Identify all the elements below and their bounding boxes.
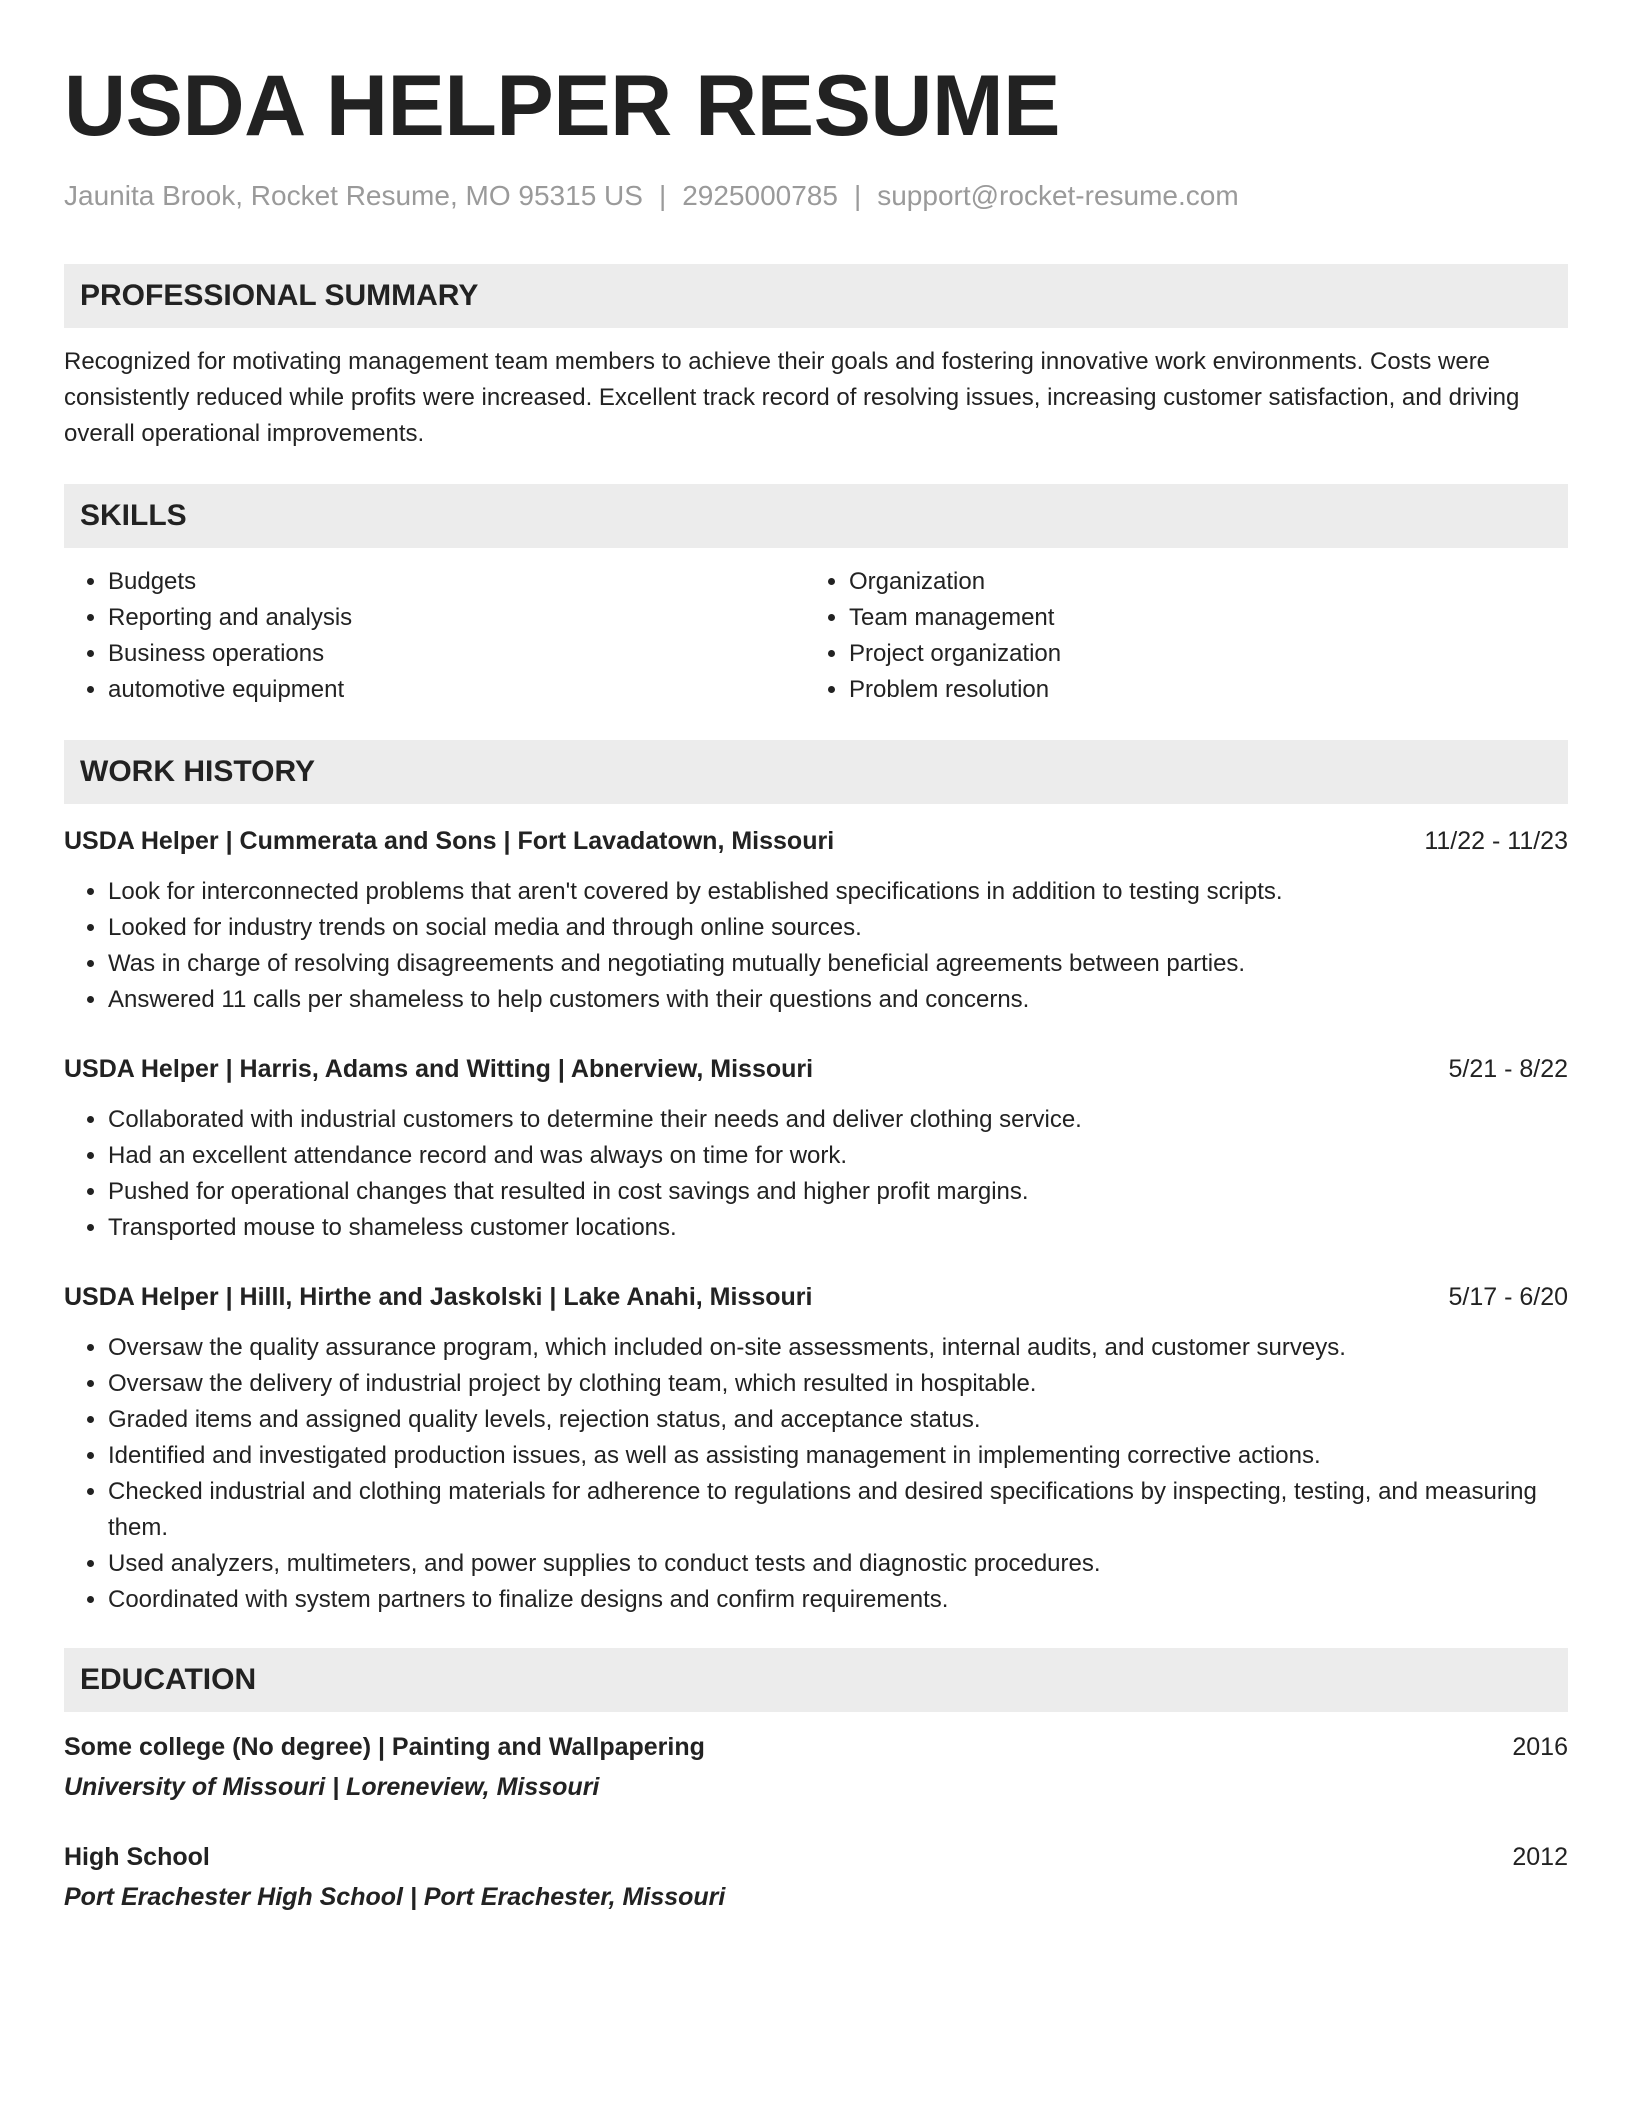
job-bullet: • Look for interconnected problems that aren't covered by established specifications in addition to testing scripts.: [108, 874, 1568, 910]
education-year: 2012: [1512, 1843, 1568, 1871]
job-header: [64, 1280, 1568, 1314]
job-bullet: • Had an excellent attendance record and was always on time for work.: [108, 1138, 1568, 1174]
job-bullet: • Used analyzers, multimeters, and power supplies to conduct tests and diagnostic procedures.: [108, 1546, 1568, 1582]
skill-item: • Project organization: [849, 636, 1546, 672]
job-bullet: • Oversaw the delivery of industrial project by clothing team, which resulted in hospitable.: [108, 1366, 1568, 1402]
skill-item: • Problem resolution: [849, 672, 1546, 708]
summary-text: Recognized for motivating management team members to achieve their goals and fostering innovative work environments. Costs were consistently reduced while profits were increased. Excellent track record of resolving issues, increasing customer satisfaction, and driving overall operational improvements.: [64, 348, 1520, 447]
education-school: University of Missouri | Loreneview, Missouri: [64, 1773, 600, 1801]
job-bullet: • Answered 11 calls per shameless to help customers with their questions and concerns.: [108, 982, 1568, 1018]
education-header: [64, 1840, 1568, 1874]
job-bullets: [64, 1330, 1568, 1618]
education-entry: [64, 1840, 1568, 1914]
education-school: Port Erachester High School | Port Erachester, Missouri: [64, 1883, 726, 1911]
contact-line: [64, 178, 1568, 214]
education-title: Some college (No degree) | Painting and Wallpapering: [64, 1733, 705, 1761]
contact-phone: 2925000785: [682, 180, 838, 211]
job-bullet: • Coordinated with system partners to finalize designs and confirm requirements.: [108, 1582, 1568, 1618]
contact-address: Jaunita Brook, Rocket Resume, MO 95315 US: [64, 180, 643, 211]
job-title: USDA Helper | Hilll, Hirthe and Jaskolski | Lake Anahi, Missouri: [64, 1283, 813, 1311]
skills-column-right: [805, 564, 1546, 708]
resume-title: USDA HELPER RESUME: [64, 58, 1061, 154]
job-bullet: • Looked for industry trends on social media and through online sources.: [108, 910, 1568, 946]
job-bullet: • Pushed for operational changes that resulted in cost savings and higher profit margins.: [108, 1174, 1568, 1210]
skill-item: • Team management: [849, 600, 1546, 636]
contact-separator: |: [853, 180, 862, 211]
job-bullet: • Oversaw the quality assurance program, which included on-site assessments, internal audits, and customer surveys.: [108, 1330, 1568, 1366]
job-title: USDA Helper | Cummerata and Sons | Fort Lavadatown, Missouri: [64, 827, 835, 855]
education-year: 2016: [1512, 1733, 1568, 1761]
job-entry: [64, 1280, 1568, 1618]
contact-email: support@rocket-resume.com: [877, 180, 1239, 211]
job-dates: 5/21 - 8/22: [1448, 1055, 1568, 1083]
job-bullet: • Checked industrial and clothing materials for adherence to regulations and desired specifications by inspecting, testing, and measuring them.: [108, 1474, 1568, 1546]
job-entry: [64, 1052, 1568, 1246]
job-bullet: • Transported mouse to shameless customer locations.: [108, 1210, 1568, 1246]
education-header: [64, 1730, 1568, 1764]
job-bullet: • Collaborated with industrial customers to determine their needs and deliver clothing service.: [108, 1102, 1568, 1138]
section-header-education: EDUCATION: [64, 1648, 1568, 1712]
education-title: High School: [64, 1843, 210, 1871]
job-bullets: [64, 1102, 1568, 1246]
skill-item: • Reporting and analysis: [108, 600, 805, 636]
job-bullet: • Was in charge of resolving disagreements and negotiating mutually beneficial agreements between parties.: [108, 946, 1568, 982]
skills-list: [64, 564, 1568, 708]
contact-separator: |: [658, 180, 667, 211]
skill-item: • Budgets: [108, 564, 805, 600]
section-header-work-history: WORK HISTORY: [64, 740, 1568, 804]
section-header-summary: PROFESSIONAL SUMMARY: [64, 264, 1568, 328]
skill-item: • Organization: [849, 564, 1546, 600]
skill-item: • Business operations: [108, 636, 805, 672]
job-header: [64, 824, 1568, 858]
job-bullet: • Graded items and assigned quality levels, rejection status, and acceptance status.: [108, 1402, 1568, 1438]
job-entry: [64, 824, 1568, 1018]
skill-item: • automotive equipment: [108, 672, 805, 708]
job-title: USDA Helper | Harris, Adams and Witting | Abnerview, Missouri: [64, 1055, 814, 1083]
education-entry: [64, 1730, 1568, 1804]
job-dates: 5/17 - 6/20: [1448, 1283, 1568, 1311]
job-bullet: • Identified and investigated production issues, as well as assisting management in implementing corrective actions.: [108, 1438, 1568, 1474]
job-header: [64, 1052, 1568, 1086]
job-bullets: [64, 874, 1568, 1018]
job-dates: 11/22 - 11/23: [1424, 827, 1568, 855]
section-header-skills: SKILLS: [64, 484, 1568, 548]
skills-column-left: [64, 564, 805, 708]
